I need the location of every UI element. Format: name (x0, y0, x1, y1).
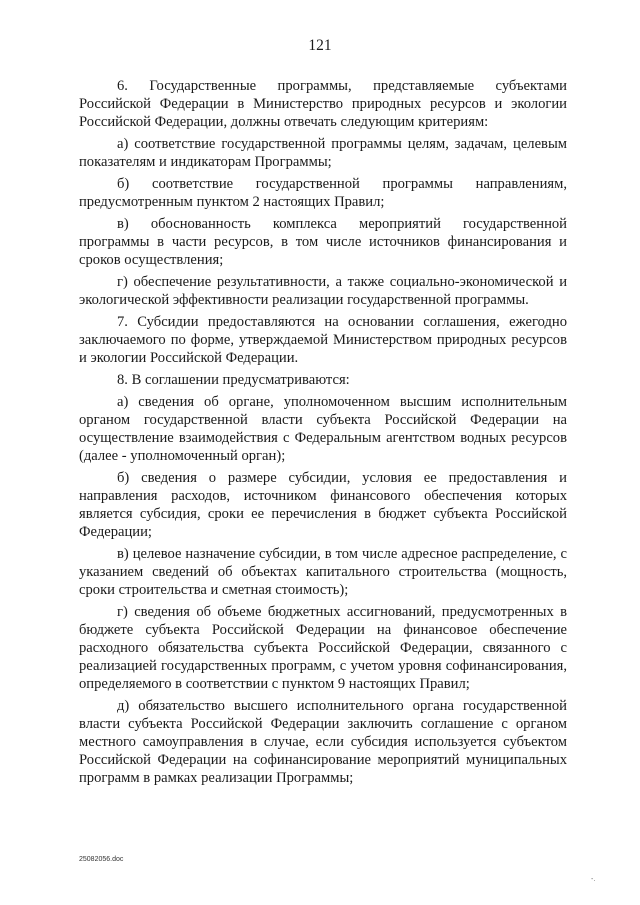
document-body (79, 77, 567, 791)
paragraph-8g: г) сведения об объеме бюджетных ассигнований, предусмотренных в бюджете субъекта Российской Федерации на финансовое обеспечение расходного обязательства субъекта Российской Федерации, связанного с реализацией государственных программ, с учетом уровня софинансирования, определяемого в соответствии с пунктом 9 настоящих Правил; (79, 604, 567, 692)
paragraph-6v: в) обоснованность комплекса мероприятий государственной программы в части ресурсов, в том числе источников финансирования и сроков осуществления; (79, 216, 567, 268)
paragraph-8: 8. В соглашении предусматриваются: (117, 372, 350, 388)
paragraph-8b: б) сведения о размере субсидии, условия ее предоставления и направления расходов, источником финансового обеспечения которых является субсидия, сроки ее перечисления в бюджет субъекта Российской Федерации; (79, 470, 567, 540)
page-number: 121 (308, 37, 332, 54)
corner-mark: -. (591, 876, 596, 883)
paragraph-6b: б) соответствие государственной программы направлениям, предусмотренным пунктом 2 настоящих Правил; (79, 176, 567, 210)
footer-filename: 25082056.doc (79, 856, 124, 863)
paragraph-6g: г) обеспечение результативности, а также социально-экономической и экологической эффективности реализации государственной программы. (79, 274, 567, 308)
paragraph-8d: д) обязательство высшего исполнительного органа государственной власти субъекта Российской Федерации заключить соглашение с органом местного самоуправления в случае, если субсидия используется субъектом Российской Федерации на софинансирование мероприятий муниципальных программ в рамках реализации Программы; (79, 698, 567, 786)
paragraph-6a: а) соответствие государственной программы целям, задачам, целевым показателям и индикаторам Программы; (79, 136, 567, 170)
paragraph-8a: а) сведения об органе, уполномоченном высшим исполнительным органом государственной власти субъекта Российской Федерации на осуществление взаимодействия с Федеральным агентством водных ресурсов (далее - уполномоченный орган); (79, 394, 567, 464)
paragraph-7: 7. Субсидии предоставляются на основании соглашения, ежегодно заключаемого по форме, утверждаемой Министерством природных ресурсов и экологии Российской Федерации. (79, 314, 567, 366)
paragraph-6: 6. Государственные программы, представляемые субъектами Российской Федерации в Министерство природных ресурсов и экологии Российской Федерации, должны отвечать следующим критериям: (79, 78, 567, 130)
paragraph-8v: в) целевое назначение субсидии, в том числе адресное распределение, с указанием сведений об объектах капитального строительства (мощность, сроки строительства и сметная стоимость); (79, 546, 567, 598)
